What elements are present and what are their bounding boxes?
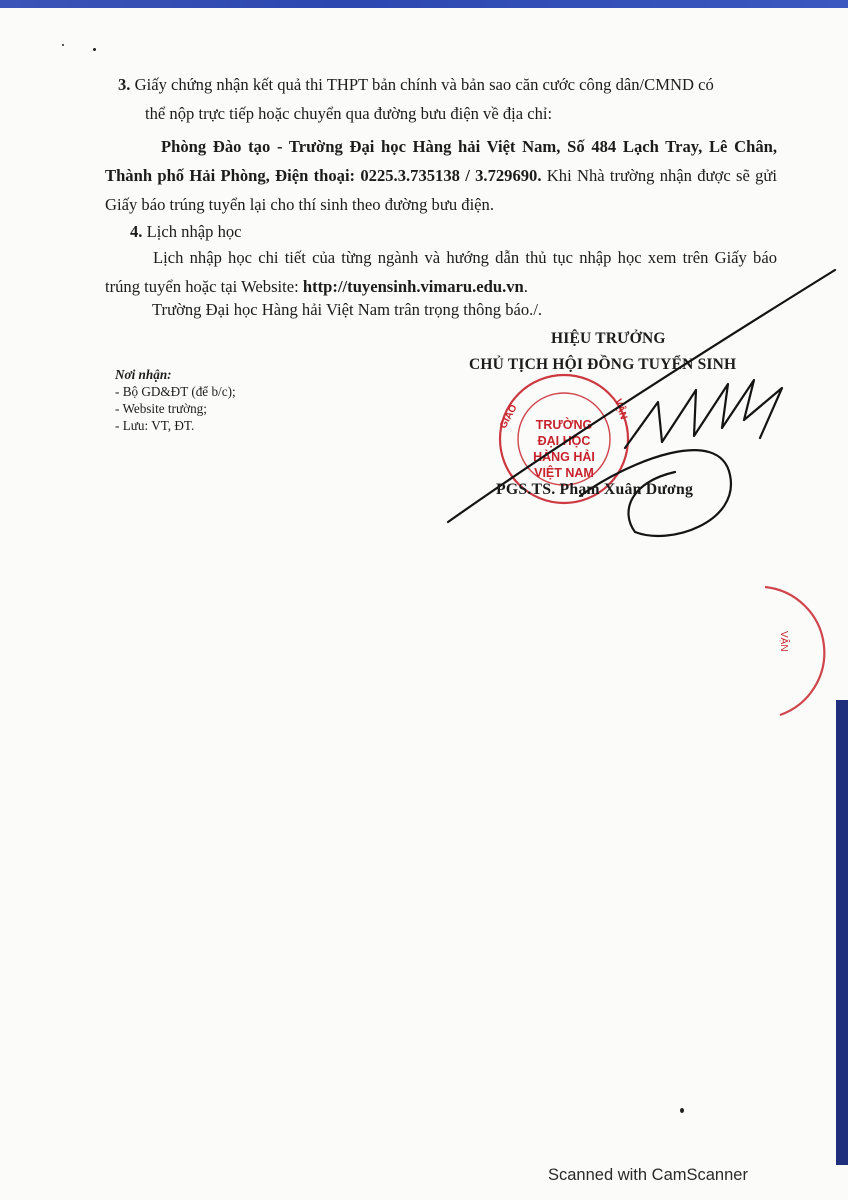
- address-normal: Khi Nhà trường nhận được sẽ gửi Giấy báo trúng tuyển lại cho thí sinh theo đường bưu điện.: [105, 166, 777, 214]
- schedule-text: Lịch nhập học chi tiết của từng ngành và hướng dẫn thủ tục nhập học xem trên Giấy báo trúng tuyển hoặc tại Website:: [105, 248, 777, 296]
- item-3-line2: thể nộp trực tiếp hoặc chuyển qua đường bưu điện về địa chỉ:: [145, 104, 553, 123]
- website-link[interactable]: http://tuyensinh.vimaru.edu.vn: [302, 277, 524, 296]
- scan-speck: [93, 48, 96, 51]
- scan-speck: [680, 1108, 684, 1113]
- item-3: [118, 70, 778, 99]
- svg-text:VẬN: VẬN: [778, 631, 789, 652]
- svg-text:TRƯỜNG: TRƯỜNG: [535, 418, 593, 432]
- svg-text:GIAO: GIAO: [497, 402, 520, 431]
- item-4: [130, 217, 242, 246]
- closing-line: Trường Đại học Hàng hải Việt Nam trân trọng thông báo./.: [152, 300, 543, 319]
- handwritten-signature: [430, 250, 848, 550]
- address-paragraph: [105, 132, 777, 219]
- item-3-number: 3.: [118, 75, 131, 94]
- recipients-label: Nơi nhận:: [115, 367, 172, 382]
- signature-subtitle: CHỦ TỊCH HỘI ĐỒNG TUYỂN SINH: [469, 356, 737, 373]
- address-bold: Phòng Đào tạo - Trường Đại học Hàng hải Việt Nam, Số 484 Lạch Tray, Lê Chân, Thành phố Hải Phòng, Điện thoại: 0225.3.735138 / 3.729690.: [105, 137, 777, 185]
- svg-text:HÀNG HẢI: HÀNG HẢI: [533, 450, 595, 464]
- recipient-item: - Website trường;: [115, 401, 207, 416]
- camscanner-watermark: Scanned with CamScanner: [548, 1166, 748, 1184]
- recipient-item: - Lưu: VT, ĐT.: [115, 418, 195, 433]
- schedule-end: .: [523, 277, 528, 296]
- scan-speck: [62, 44, 64, 46]
- signature-title: HIỆU TRƯỞNG: [551, 330, 666, 347]
- svg-text:ĐẠI HỌC: ĐẠI HỌC: [537, 434, 591, 448]
- item-4-title: Lịch nhập học: [146, 222, 242, 241]
- signer-name: PGS.TS. Phạm Xuân Dương: [496, 481, 694, 498]
- page-right-edge: [836, 700, 848, 1165]
- item-4-number: 4.: [130, 222, 143, 241]
- recipients-block: [115, 366, 236, 434]
- page-top-edge: [0, 0, 848, 8]
- svg-text:VIỆT NAM: VIỆT NAM: [534, 466, 594, 480]
- item-3-text-line1: Giấy chứng nhận kết quả thi THPT bản chính và bản sao căn cước công dân/CMND có: [134, 75, 714, 94]
- partial-seal: [740, 585, 830, 720]
- recipient-item: - Bộ GD&ĐT (để b/c);: [115, 384, 236, 399]
- svg-text:VẬN: VẬN: [611, 397, 629, 421]
